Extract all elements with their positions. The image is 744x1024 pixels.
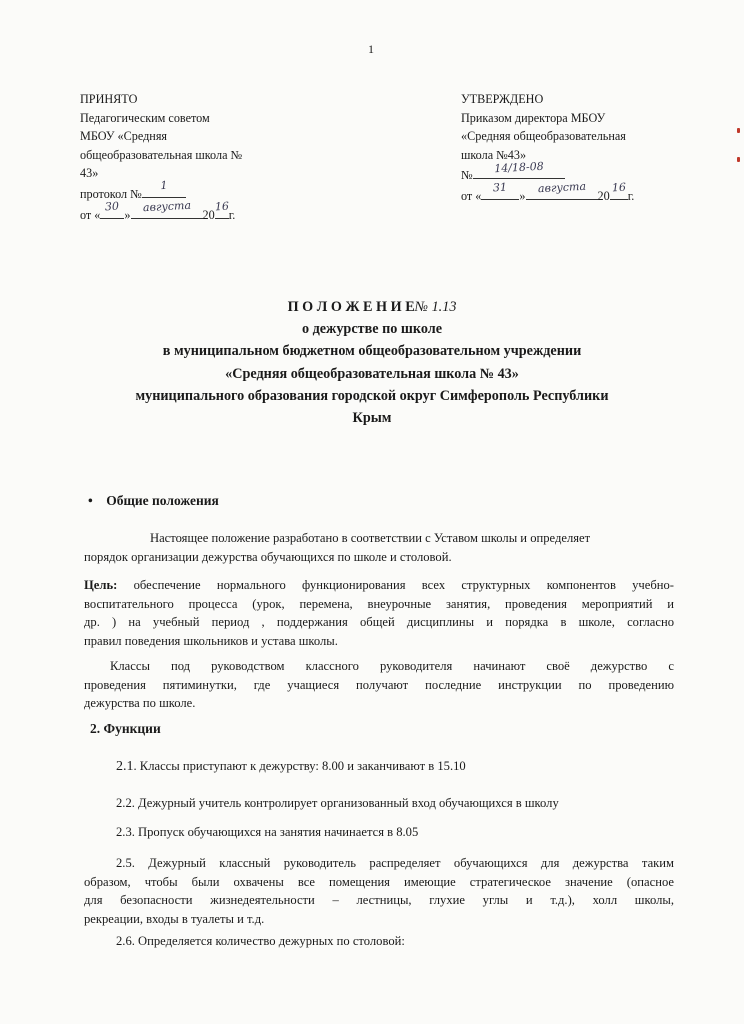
date-month: августа xyxy=(142,198,191,215)
page-number: 1 xyxy=(368,42,374,56)
date-prefix: от « xyxy=(80,207,101,222)
item-2-1 xyxy=(116,759,466,775)
item-2-1-text: . Классы приступают к дежурству: 8.00 и заканчивают в 15.10 xyxy=(133,759,466,773)
title-word: П О Л О Ж Е Н И Е xyxy=(287,299,415,315)
date-year-field xyxy=(214,199,229,219)
para-line: воспитательного процесса (урок, перемена, внеурочные занятия, проведения мероприятий и xyxy=(84,596,674,611)
date-close: » xyxy=(124,207,131,222)
protocol-number-field xyxy=(142,179,186,198)
edge-mark xyxy=(737,128,740,133)
date-month-field xyxy=(526,180,598,200)
approval-left-line: общеобразовательная школа № xyxy=(80,147,243,162)
goal-text: обеспечение нормального функционирования всех структурных компонентов учебно- xyxy=(133,578,674,592)
item-2-6: 2.6. Определяется количество дежурных по столовой: xyxy=(116,934,405,948)
classes-paragraph xyxy=(84,657,674,713)
para-line: Настоящее положение разработано в соответствии с Уставом школы и определяет xyxy=(150,531,591,545)
approval-right-line: Приказом директора МБОУ xyxy=(461,110,606,125)
protocol-number: 1 xyxy=(159,179,168,193)
title-line: Крым xyxy=(352,410,392,427)
section-1-title: Общие положения xyxy=(106,493,219,508)
edge-mark xyxy=(737,157,740,162)
para-line: для безопасности жизнедеятельности – лестницы, глухие углы и т.д.), холл школы, xyxy=(84,893,674,908)
order-number: 14/18-08 xyxy=(493,159,544,176)
date-year-field xyxy=(610,181,628,200)
protocol-label: протокол № xyxy=(80,186,142,201)
date-prefix: от « xyxy=(461,188,482,203)
item-2-3: 2.3. Пропуск обучающихся на занятия начинается в 8.05 xyxy=(116,825,419,839)
title-line: в муниципальном бюджетном общеобразовательном учреждении xyxy=(162,343,582,360)
date-year: 16 xyxy=(214,199,229,214)
item-2-1-number: 2.1 xyxy=(116,759,134,774)
intro-paragraph xyxy=(84,529,674,566)
title-line: «Средняя общеобразовательная школа № 43» xyxy=(225,365,519,382)
date-day: 30 xyxy=(105,199,120,214)
para-line: порядок организации дежурства обучающихся по школе и столовой. xyxy=(84,549,452,564)
document-title xyxy=(0,296,744,429)
para-line: проведения пятиминутки, где учащиеся получают последние инструкции по проведению xyxy=(84,677,674,692)
title-line: о дежурстве по школе xyxy=(301,321,443,338)
approval-right-date xyxy=(461,180,635,206)
approval-left-date xyxy=(80,198,242,225)
para-line: образом, чтобы были охвачены все помещения имеющие стратегическое значение (опасное xyxy=(84,874,674,889)
goal-label: Цель: xyxy=(84,578,118,592)
approval-left-line: МБОУ «Средняя xyxy=(80,129,168,144)
order-number-field xyxy=(473,159,565,179)
date-suffix: г. xyxy=(228,207,236,222)
date-day-field xyxy=(481,181,519,200)
para-line: др. ) на учебный период , поддержания общей дисциплины и порядка в школе, согласно xyxy=(84,615,674,630)
approval-left-block xyxy=(80,90,242,224)
date-day-field xyxy=(100,199,124,219)
para-line: 2.5. Дежурный классный руководитель распределяет обучающихся для дежурства таким xyxy=(116,856,674,870)
approval-right-block xyxy=(461,90,634,206)
approval-left-line: Педагогическим советом xyxy=(80,110,210,125)
section-2-heading: 2. Функции xyxy=(90,721,161,736)
date-month: августа xyxy=(537,180,586,196)
title-line xyxy=(0,296,744,318)
section-1-heading xyxy=(88,493,219,509)
approval-right-line: «Средняя общеобразовательная xyxy=(461,129,626,144)
approval-right-heading: УТВЕРЖДЕНО xyxy=(461,92,544,106)
item-2-2: 2.2. Дежурный учитель контролирует организованный вход обучающихся в школу xyxy=(116,796,559,810)
approval-left-heading: ПРИНЯТО xyxy=(80,92,138,106)
date-close: » xyxy=(519,188,526,203)
bullet: • xyxy=(88,493,93,508)
goal-paragraph xyxy=(84,576,674,650)
date-year-prefix: 20 xyxy=(597,188,610,203)
para-line: рекреации, входы в туалеты и т.д. xyxy=(84,911,265,926)
title-number: № 1.13 xyxy=(414,299,457,315)
para-line xyxy=(84,576,674,595)
date-month-field xyxy=(131,198,203,219)
approval-right-line: школа №43» xyxy=(461,147,527,162)
approval-left-line: 43» xyxy=(80,166,99,181)
date-year-prefix: 20 xyxy=(202,207,215,222)
item-2-5 xyxy=(84,854,674,928)
date-year: 16 xyxy=(611,181,626,195)
para-line: дежурства по школе. xyxy=(84,696,196,711)
title-line: муниципального образования городской округ Симферополь Республики xyxy=(135,387,609,404)
para-line: правил поведения школьников и устава школы. xyxy=(84,633,338,648)
date-suffix: г. xyxy=(627,188,635,203)
date-day: 31 xyxy=(493,181,508,195)
order-label: № xyxy=(461,168,473,183)
para-line: Классы под руководством классного руководителя начинают своё дежурство с xyxy=(110,659,674,673)
